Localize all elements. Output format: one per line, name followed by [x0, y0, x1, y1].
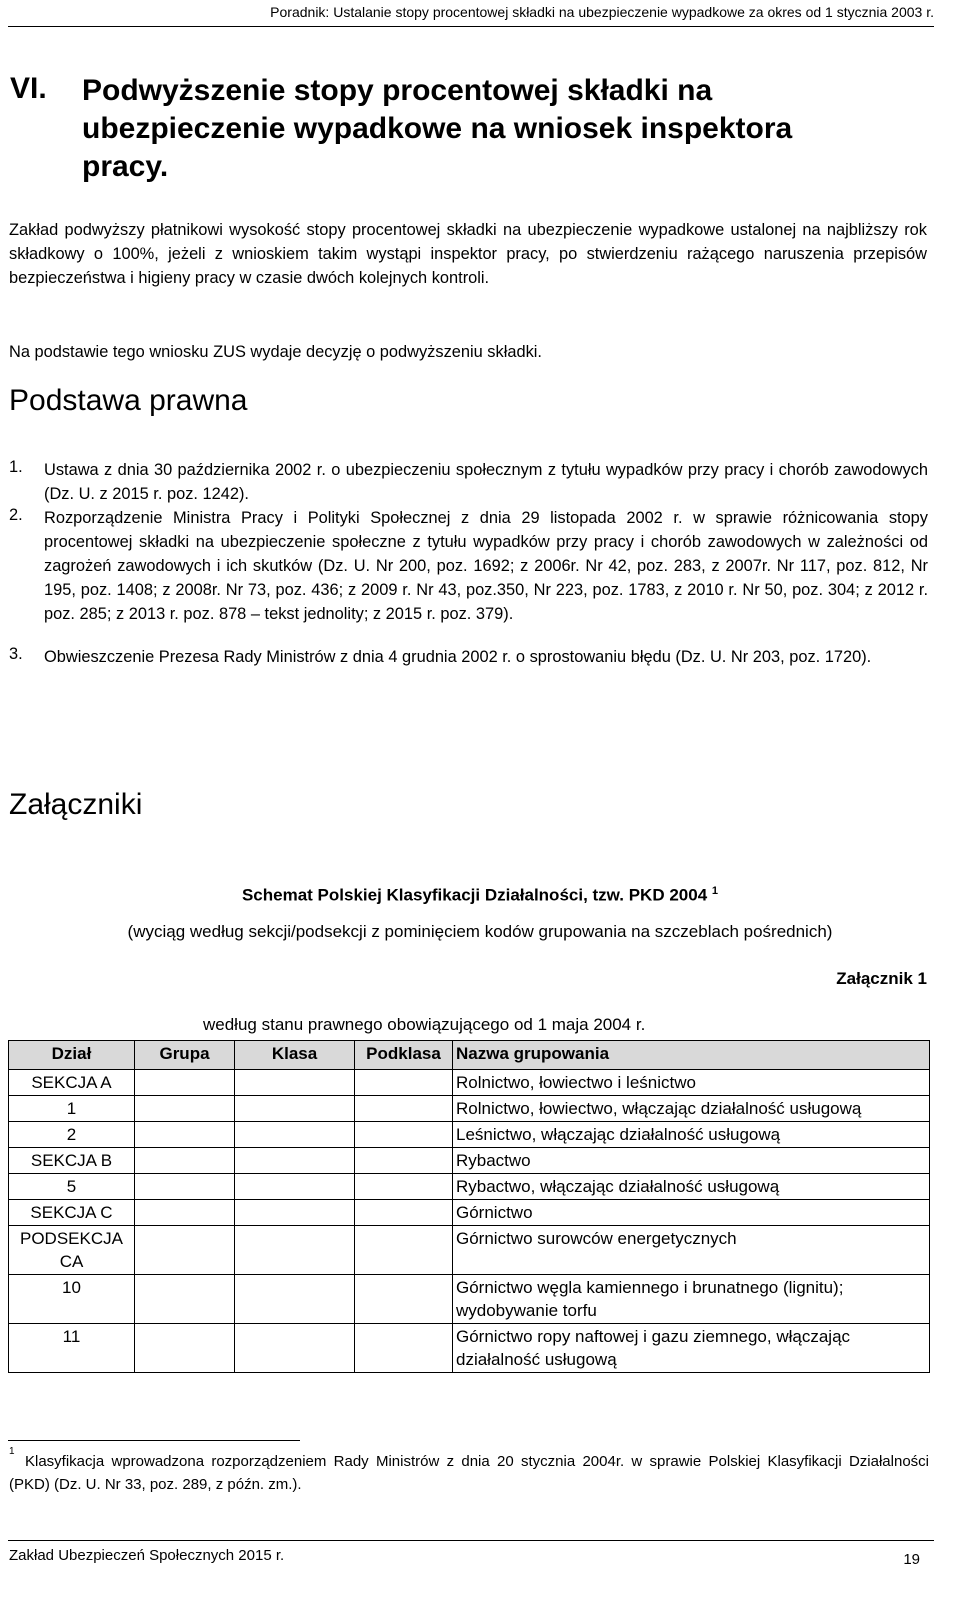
footnote-ref[interactable]: 1 [711, 885, 719, 897]
cell-klasa [235, 1122, 355, 1148]
table-row [9, 1070, 930, 1096]
cell-grupa [135, 1275, 235, 1324]
cell-dzial: 5 [9, 1174, 135, 1200]
page-number: 19 [903, 1551, 920, 1568]
table-row [9, 1226, 930, 1275]
cell-grupa [135, 1148, 235, 1174]
cell-klasa [235, 1174, 355, 1200]
table-row [9, 1096, 930, 1122]
pkd-table [8, 1040, 930, 1373]
pkd-subtitle: (wyciąg według sekcji/podsekcji z pominięciem kodów grupowania na szczeblach pośrednich) [127, 922, 833, 941]
col-header-klasa: Klasa [235, 1041, 355, 1070]
table-row [9, 1174, 930, 1200]
col-header-grupa: Grupa [135, 1041, 235, 1070]
cell-grupa [135, 1324, 235, 1373]
footer-rule [8, 1540, 934, 1541]
footnote-rule [8, 1440, 300, 1441]
cell-nazwa: Leśnictwo, włączając działalność usługową [453, 1122, 930, 1148]
cell-grupa [135, 1122, 235, 1148]
footnote-mark: 1 [9, 1446, 15, 1457]
cell-grupa [135, 1174, 235, 1200]
cell-dzial: 2 [9, 1122, 135, 1148]
table-row [9, 1122, 930, 1148]
cell-grupa [135, 1070, 235, 1096]
table-row [9, 1275, 930, 1324]
footer-text: Zakład Ubezpieczeń Społecznych 2015 r. [9, 1547, 285, 1564]
cell-nazwa: Górnictwo węgla kamiennego i brunatnego (lignitu); wydobywanie torfu [453, 1275, 930, 1324]
cell-podklasa [355, 1070, 453, 1096]
cell-podklasa [355, 1148, 453, 1174]
table-row [9, 1324, 930, 1373]
cell-grupa [135, 1226, 235, 1275]
cell-dzial: 11 [9, 1324, 135, 1373]
cell-nazwa: Górnictwo ropy naftowej i gazu ziemnego, włączając działalność usługową [453, 1324, 930, 1373]
cell-podklasa [355, 1226, 453, 1275]
cell-podklasa [355, 1324, 453, 1373]
cell-podklasa [355, 1174, 453, 1200]
cell-nazwa: Rybactwo [453, 1148, 930, 1174]
cell-dzial: SEKCJA C [9, 1200, 135, 1226]
cell-klasa [235, 1096, 355, 1122]
cell-nazwa: Górnictwo surowców energetycznych [453, 1226, 930, 1275]
pkd-title [0, 885, 960, 906]
footnote-text: Klasyfikacja wprowadzona rozporządzeniem Rady Ministrów z dnia 20 stycznia 2004r. w sprawie Polskiej Klasyfikacji Działalności (PKD) (Dz. U. Nr 33, poz. 289, z późn. zm.). [9, 1453, 929, 1493]
legal-basis-heading: Podstawa prawna [9, 384, 248, 417]
body-paragraph: Na podstawie tego wniosku ZUS wydaje decyzję o podwyższeniu składki. [9, 343, 542, 361]
cell-dzial: PODSEKCJA CA [9, 1226, 135, 1275]
cell-klasa [235, 1226, 355, 1275]
section-title: Podwyższenie stopy procentowej składki na ubezpieczenie wypadkowe na wniosek inspektora pracy. [82, 74, 793, 183]
cell-podklasa [355, 1275, 453, 1324]
cell-nazwa: Rybactwo, włączając działalność usługową [453, 1174, 930, 1200]
cell-nazwa: Rolnictwo, łowiectwo, włączając działalność usługową [453, 1096, 930, 1122]
list-item: Rozporządzenie Ministra Pracy i Polityki Społecznej z dnia 29 listopada 2002 r. w sprawie różnicowania stopy procentowej składki na ubezpieczenie społeczne z tytułu wypadków przy pracy i chorób zawodowych w zależności od zagrożeń zawodowych i ich skutków (Dz. U. Nr 200, poz. 1692; z 2006r. Nr 42, poz. 283, z 2007r. Nr 117, poz. 812, Nr 195, poz. 1408; z 2008r. Nr 73, poz. 436; z 2009 r. Nr 43, poz.350, Nr 223, poz. 1783, z 2010 r. Nr 50, poz. 304; z 2012 r. poz. 285; z 2013 r. poz. 878 – tekst jednolity; z 2015 r. poz. 379). [44, 509, 928, 623]
body-paragraph: Zakład podwyższy płatnikowi wysokość stopy procentowej składki na ubezpieczenie wypadkowe ustalonej na najbliższy rok składkowy o 100%, jeżeli z wnioskiem takim wystąpi inspektor pracy, po stwierdzeniu rażącego naruszenia przepisów bezpieczeństwa i higieny pracy w czasie dwóch kolejnych kontroli. [9, 221, 927, 287]
list-item-number: 1. [9, 458, 23, 476]
cell-klasa [235, 1200, 355, 1226]
table-header-row [9, 1041, 930, 1070]
list-item-number: 2. [9, 506, 23, 524]
cell-klasa [235, 1275, 355, 1324]
cell-klasa [235, 1148, 355, 1174]
col-header-nazwa: Nazwa grupowania [453, 1041, 930, 1070]
table-row [9, 1148, 930, 1174]
table-row [9, 1200, 930, 1226]
cell-grupa [135, 1200, 235, 1226]
attachments-heading: Załączniki [9, 788, 143, 821]
cell-klasa [235, 1324, 355, 1373]
cell-nazwa: Rolnictwo, łowiectwo i leśnictwo [453, 1070, 930, 1096]
list-item: Ustawa z dnia 30 października 2002 r. o ubezpieczeniu społecznym z tytułu wypadków przy pracy i chorób zawodowych (Dz. U. z 2015 r. poz. 1242). [44, 461, 928, 503]
cell-podklasa [355, 1200, 453, 1226]
cell-dzial: 1 [9, 1096, 135, 1122]
pkd-title-text: Schemat Polskiej Klasyfikacji Działalności, tzw. PKD 2004 [241, 885, 708, 905]
cell-podklasa [355, 1096, 453, 1122]
cell-nazwa: Górnictwo [453, 1200, 930, 1226]
col-header-podklasa: Podklasa [355, 1041, 453, 1070]
section-number: VI. [10, 72, 47, 105]
list-item-number: 3. [9, 645, 23, 663]
cell-grupa [135, 1096, 235, 1122]
cell-dzial: SEKCJA B [9, 1148, 135, 1174]
cell-klasa [235, 1070, 355, 1096]
cell-dzial: 10 [9, 1275, 135, 1324]
cell-podklasa [355, 1122, 453, 1148]
list-item: Obwieszczenie Prezesa Rady Ministrów z dnia 4 grudnia 2002 r. o sprostowaniu błędu (Dz. U. Nr 203, poz. 1720). [44, 648, 872, 666]
state-note: według stanu prawnego obowiązującego od 1 maja 2004 r. [203, 1015, 646, 1034]
header-rule [8, 26, 934, 27]
cell-dzial: SEKCJA A [9, 1070, 135, 1096]
col-header-dzial: Dział [9, 1041, 135, 1070]
running-header: Poradnik: Ustalanie stopy procentowej składki na ubezpieczenie wypadkowe za okres od 1 stycznia 2003 r. [270, 4, 934, 20]
attachment-label: Załącznik 1 [836, 969, 927, 988]
